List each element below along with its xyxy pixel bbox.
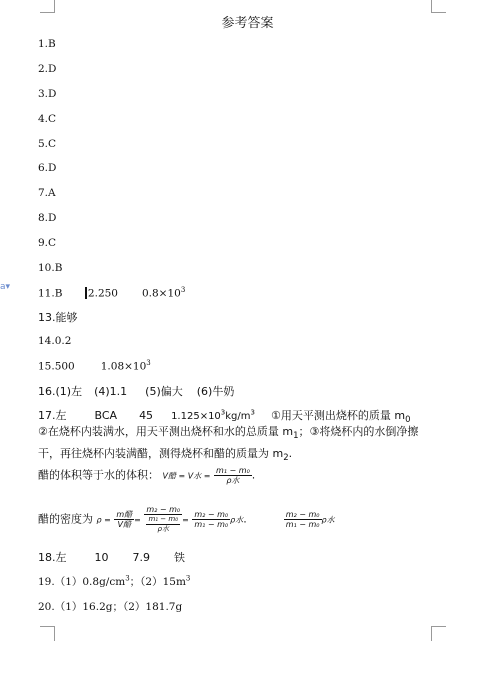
answer-20a: 20.（1）16.2g	[38, 601, 113, 613]
density-f3-numerator: m₂ − m₀	[194, 510, 229, 519]
answer-16	[38, 383, 234, 399]
paragraph-marker-icon[interactable]: a▾	[0, 282, 11, 292]
answer-16a: 16.(1)左	[38, 385, 83, 398]
density-f1-denominator: V醋	[117, 520, 131, 529]
answer-17-body	[38, 423, 463, 467]
page-title: 参考答案	[221, 16, 274, 31]
answer-15b: 1.08×10	[100, 360, 147, 373]
answer-12a: 2.250	[87, 287, 118, 300]
answer-19a-exponent: 3	[125, 574, 130, 583]
answer-4: 4.C	[38, 113, 57, 125]
density-f3-denominator: m₁ − m₀	[194, 520, 229, 529]
volume-formula-line	[38, 466, 255, 485]
answer-15a: 15.500	[38, 360, 75, 373]
answer-1: 1.B	[38, 38, 56, 50]
volume-lhs: V醋 = V水 =	[162, 471, 211, 481]
answer-8: 8.D	[38, 212, 57, 224]
answer-17-line3-sub: 2	[283, 453, 289, 464]
answer-7: 7.A	[38, 187, 56, 199]
answer-12b-exponent: 3	[180, 286, 186, 294]
answer-19	[38, 574, 190, 589]
answer-17c: 45	[139, 409, 154, 422]
answer-17d-unit: kg/m	[225, 411, 251, 422]
density-end: .	[243, 512, 247, 526]
answer-15b-exponent: 3	[146, 359, 151, 367]
density-fraction-3	[192, 510, 230, 529]
answer-17d: 1.125×10	[171, 411, 221, 422]
density-f4-tail: ρ水	[321, 515, 335, 525]
answer-18c: 7.9	[132, 551, 150, 564]
volume-fraction	[214, 466, 252, 485]
answer-9: 9.C	[38, 237, 57, 249]
answer-13: 13.能够	[38, 311, 78, 324]
answer-18b: 10	[94, 551, 109, 564]
answer-20	[38, 599, 182, 614]
answer-10: 10.B	[38, 262, 63, 274]
answer-12b: 0.8×10	[141, 287, 181, 300]
answer-17-line3-end: .	[288, 447, 293, 461]
answer-19a: 19.（1）0.8g/cm	[38, 576, 126, 588]
answer-5: 5.C	[38, 138, 57, 150]
density-f2-inner-numerator: m₁ − m₀	[148, 515, 179, 523]
text-cursor	[85, 287, 87, 299]
volume-fraction-numerator: m₁ − m₀	[215, 466, 250, 475]
answer-15	[38, 359, 151, 373]
volume-end: .	[251, 468, 256, 482]
density-f2-numerator: m₂ − m₀	[146, 505, 181, 514]
answer-17-line2-sub: 1	[293, 431, 299, 442]
answer-6: 6.D	[38, 162, 57, 174]
density-f2-inner-denominator: ρ水	[157, 525, 169, 533]
answer-17d-unit-exponent: 3	[250, 408, 255, 417]
answer-18d: 铁	[174, 551, 185, 564]
density-f3-tail: ρ水	[230, 515, 244, 525]
density-f2-denominator	[144, 515, 182, 534]
answer-16c: (5)偏大	[145, 385, 183, 398]
volume-fraction-denominator: ρ水	[226, 476, 240, 485]
answer-11-12	[38, 286, 185, 300]
density-fraction-4	[284, 510, 322, 529]
answer-19b-exponent: 3	[185, 574, 191, 583]
answer-2: 2.D	[38, 63, 57, 75]
answer-17b: BCA	[94, 409, 118, 422]
answer-14: 14.0.2	[38, 335, 72, 347]
answer-19b: ；（2）15m	[129, 576, 186, 588]
answer-17-line2-tail: ；③将烧杯内的水倒净擦	[298, 425, 419, 438]
answer-17-line3	[38, 445, 463, 467]
answer-11: 11.B	[38, 287, 63, 300]
answer-17-line3-text: 干，再往烧杯内装满醋，测得烧杯和醋的质量为 m	[38, 447, 284, 461]
answer-20b: ；（2）181.7g	[112, 601, 183, 613]
answer-17a: 17.左	[38, 409, 67, 422]
density-fraction-1	[114, 510, 134, 529]
density-lhs: ρ =	[96, 515, 111, 525]
answer-17-step1: ①用天平测出烧杯的质量 m	[270, 409, 406, 422]
answer-17d-exponent: 3	[220, 408, 226, 417]
density-label: 醋的密度为	[38, 512, 93, 526]
density-f4-denominator: m₁ − m₀	[285, 520, 320, 529]
volume-label: 醋的体积等于水的体积：	[38, 468, 159, 482]
answer-18a: 18.左	[38, 551, 67, 564]
density-f1-numerator: m醋	[116, 510, 133, 519]
crop-mark-bottom-right	[431, 626, 446, 641]
density-fraction-2	[144, 505, 182, 534]
answer-16b: (4)1.1	[94, 385, 128, 398]
answer-17-step1-sub: 0	[405, 415, 411, 426]
crop-mark-bottom-left	[40, 626, 55, 641]
answer-17-line2-text: ②在烧杯内装满水，用天平测出烧杯和水的总质量 m	[38, 425, 294, 438]
density-f4-numerator: m₂ − m₀	[285, 510, 320, 519]
density-formula-line: 醋的密度为 ρ = $\frac{\text{m醋}}{\text{V醋}}$ = $\frac{\text{m₂ − m₀}}{\frac{\text{m₁ − m₀}}{\text{ρ水}}}$ = $\frac{\text{m₂ − m₀}}{\text{m₁ − m₀}}$ ρ水. $\frac{\text{m₂ − m₀}}{\text{m₁ − m₀}}$ ρ水	[38, 505, 335, 533]
density-f2-inner	[146, 515, 180, 534]
answer-3: 3.D	[38, 88, 57, 100]
answer-16d: (6)牛奶	[196, 385, 235, 398]
answer-17-line2	[38, 423, 463, 445]
answer-18	[38, 549, 185, 565]
